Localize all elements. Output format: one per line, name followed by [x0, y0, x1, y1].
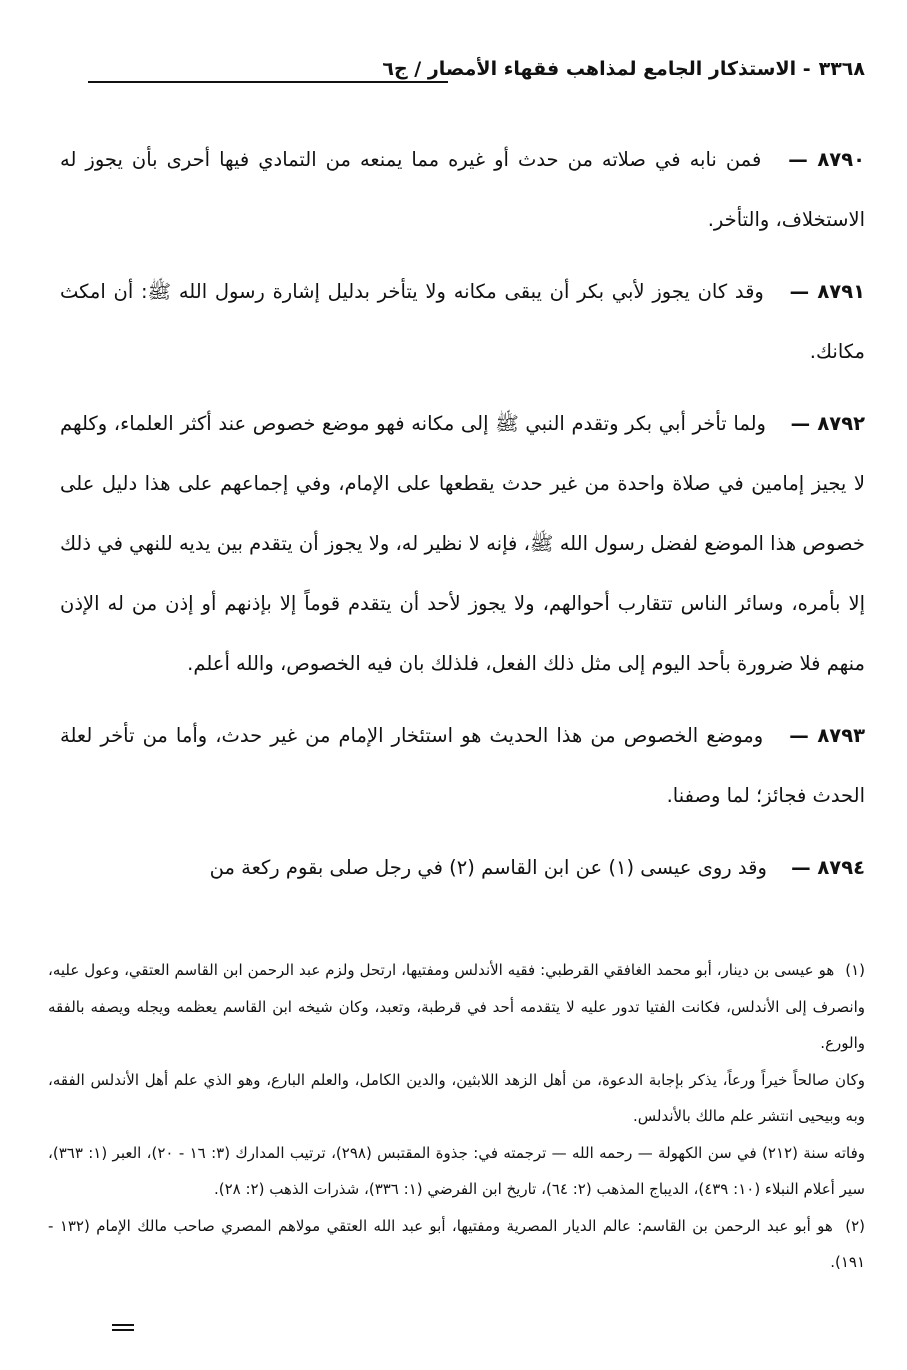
paragraph-text: ولما تأخر أبي بكر وتقدم النبي ﷺ إلى مكانه فهو موضع خصوص عند أكثر العلماء، وكلهم لا يجيز إمامين في صلاة واحدة من غير حدث يقطعها على الإمام، وفي إجماعهم على هذا دليل على خصوص هذا الموضع لفضل رسول الله ﷺ، فإنه لا نظير له، ولا يجوز أن يتقدم بين يديه للنهي في ذلك إلا بأمره، وسائر الناس تتقارب أحوالهم، ولا يجوز لأحد أن يتقدم قوماً إلا بإذنهم أو إذن من له الإذن منهم فلا ضرورة بأحد اليوم إلى مثل ذلك الفعل، فلذلك بان فيه الخصوص، والله أعلم. [60, 412, 865, 675]
footnote-text: هو عيسى بن دينار، أبو محمد الغافقي القرطبي: فقيه الأندلس ومفتيها، ارتحل ولزم عبد الرحمن ابن القاسم العتقي، وعول عليه، وانصرف إلى الأندلس، فكانت الفتيا تدور عليه لا يتقدمه أحد في قرطبة، وتعبد، وكان شيخه ابن القاسم يعظمه ويجله ويصفه بالفقه والورع. [48, 961, 865, 1052]
footnote-text: هو أبو عبد الرحمن بن القاسم: عالم الديار المصرية ومفتيها، أبو عبد الله العتقي مولاهم المصري صاحب مالك الإمام (١٣٢ - ١٩١). [48, 1216, 865, 1271]
footnote-continuation [48, 1062, 865, 1135]
paragraph [60, 838, 865, 898]
running-header [88, 58, 865, 80]
paragraph-number: ٨٧٩٣ — [789, 724, 866, 747]
footnote-text: وكان صالحاً خيراً ورعاً، يذكر بإجابة الدعوة، من أهل الزهد اللابثين، والدين الكامل، والعلم البارع، وهو الذي علم أهل الأندلس الفقه، وبه وبيحيى انتشر علم مالك بالأندلس. [48, 1070, 865, 1125]
paragraph-number: ٨٧٩٠ — [788, 148, 866, 171]
footnote-text: وفاته سنة (٢١٢) في سن الكهولة — رحمه الله — ترجمته في: جذوة المقتبس (٢٩٨)، ترتيب المدارك (٣: ١٦ - ٢٠)، العبر (١: ٣٦٣)، سير أعلام النبلاء (١٠: ٤٣٩)، الديباج المذهب (٢: ٦٤)، تاريخ ابن الفرضي (١: ٣٣٦)، شذرات الذهب (٢: ٢٨). [48, 1143, 865, 1198]
paragraph-text: وقد كان يجوز لأبي بكر أن يبقى مكانه ولا يتأخر بدليل إشارة رسول الله ﷺ: أن امكث مكانك. [60, 280, 865, 363]
paragraph [60, 262, 865, 382]
footnote-marker: (٢) [845, 1216, 865, 1235]
footnote [48, 1208, 865, 1281]
page-number: ٣٣٦٨ [818, 58, 865, 80]
end-mark [112, 1324, 134, 1331]
paragraph [60, 706, 865, 826]
footnotes [48, 952, 865, 1281]
paragraph [60, 130, 865, 250]
footnote-marker: (١) [845, 961, 865, 979]
paragraph-text: وموضع الخصوص من هذا الحديث هو استئخار الإمام من غير حدث، وأما من تأخر لعلة الحدث فجائز؛ لما وصفنا. [60, 724, 865, 807]
footnote [48, 952, 865, 1062]
paragraph-text: وقد روى عيسى (١) عن ابن القاسم (٢) في رجل صلى بقوم ركعة من [209, 856, 767, 879]
running-title: - الاستذكار الجامع لمذاهب فقهاء الأمصار / ج٦ [382, 58, 811, 80]
paragraph [60, 394, 865, 694]
paragraph-number: ٨٧٩٢ — [790, 412, 865, 435]
footnote-continuation [48, 1135, 865, 1208]
paragraph-number: ٨٧٩٤ — [791, 856, 865, 879]
header-rule [88, 81, 448, 83]
main-text [60, 130, 865, 910]
paragraph-number: ٨٧٩١ — [789, 280, 865, 303]
paragraph-text: فمن نابه في صلاته من حدث أو غيره مما يمنعه من التمادي فيها أحرى بأن يجوز له الاستخلاف، والتأخر. [60, 148, 865, 231]
